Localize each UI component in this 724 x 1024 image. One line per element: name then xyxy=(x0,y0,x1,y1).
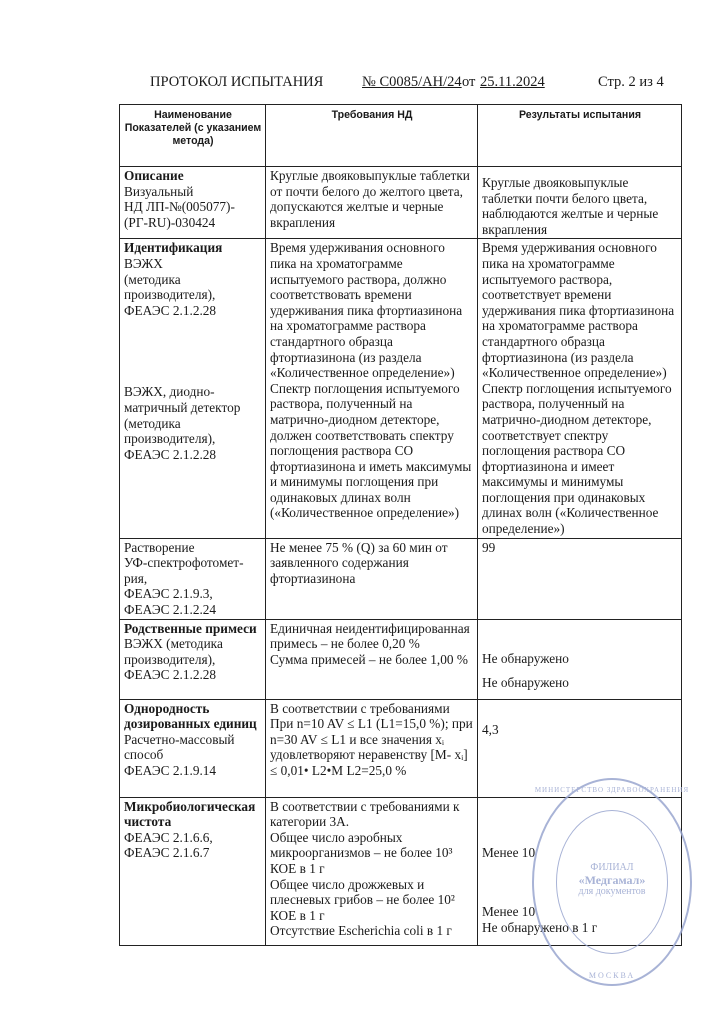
requirement-cell xyxy=(266,239,478,538)
requirement-text: Круглые двояковыпуклые таблетки от почти белого до желтого цвета, допускаются желтые и черные вкрапления xyxy=(270,168,470,230)
indicator-cell xyxy=(120,619,266,699)
indicator-cell xyxy=(120,699,266,797)
result-text-3: Не обнаружено в 1 г xyxy=(482,919,598,935)
stamp-city: МОСКВА xyxy=(588,971,636,980)
indicator-cell xyxy=(120,797,266,945)
header-requirements: Требования НД xyxy=(266,105,478,167)
indicator-name: Микробиологическая чистота xyxy=(124,798,256,830)
indicator-method: Визуальный НД ЛП-№(005077)- (РГ-RU)-030424 xyxy=(124,183,235,230)
date-prefix: от xyxy=(462,74,476,90)
result-cell xyxy=(478,619,682,699)
table-header-row xyxy=(120,105,682,167)
table-row-identification xyxy=(120,239,682,538)
requirement-text: В соответствии с требованиями к категории 3А. xyxy=(270,798,460,830)
indicator-name: Растворение xyxy=(124,539,195,555)
requirement-text-2: Общее число аэробных микроорганизмов – не более 10³ КОЕ в 1 г xyxy=(270,829,453,876)
result-text-2: Не обнаружено xyxy=(482,675,569,691)
table-row-dissolution xyxy=(120,538,682,619)
protocol-title: ПРОТОКОЛ ИСПЫТАНИЯ xyxy=(150,74,324,90)
indicator-cell xyxy=(120,239,266,538)
result-text: Не обнаружено xyxy=(482,650,569,666)
header-indicator: Наименование Показателей (с указанием метода) xyxy=(120,105,266,167)
table-row-uniformity xyxy=(120,699,682,797)
stamp-org: ФИЛИАЛ xyxy=(590,862,634,873)
indicator-method-2: ВЭЖХ, диодно- матричный детектор (методика производителя), ФЕАЭС 2.1.2.28 xyxy=(124,384,241,462)
result-text-2: Менее 10 xyxy=(482,904,536,920)
indicator-method: ВЭЖХ (методика производителя), ФЕАЭС 2.1.2.28 xyxy=(124,255,217,318)
document-header xyxy=(0,74,724,98)
requirement-cell xyxy=(266,699,478,797)
requirement-cell xyxy=(266,538,478,619)
results-table xyxy=(119,104,682,946)
indicator-method: УФ-спектрофотомет- рия, ФЕАЭС 2.1.9.3, ФЕАЭС 2.1.2.24 xyxy=(124,555,244,618)
stamp-sub: для документов xyxy=(578,886,646,897)
table-row-microbiology xyxy=(120,797,682,945)
requirement-text: В соответствии с требованиями При n=10 AV ≤ L1 (L1=15,0 %); при n=30 AV ≤ L1 и все значения xᵢ удовлетворяют неравенству [M- xᵢ] ≤ 0,01• L2•M L2=25,0 % xyxy=(270,700,473,778)
result-text: Менее 10 xyxy=(482,844,536,860)
result-text: Время удерживания основного пика на хроматограмме испытуемого раствора, соответствует времени удерживания пика фтортиазинона на хроматограмме раствора стандартного образца фтортиазинона (из раздела «Количественное определение») xyxy=(482,240,675,381)
stamp-rim-text: МИНИСТЕРСТВО ЗДРАВООХРАНЕНИЯ xyxy=(534,786,690,794)
protocol-number: № С0085/АН/24 xyxy=(362,74,462,90)
table-row-description xyxy=(120,167,682,239)
result-text-2: Спектр поглощения испытуемого раствора, полученный на матрично-диодном детекторе, соответствует спектру поглощения раствора СО фтортиазинона и имеет максимумы и минимумы поглощения при одинаковых длинах волн («Количественное определение») xyxy=(482,380,672,537)
page-number: Стр. 2 из 4 xyxy=(598,74,664,90)
indicator-method: ВЭЖХ (методика производителя), ФЕАЭС 2.1.2.28 xyxy=(124,636,223,683)
requirement-text-4: Отсутствие Escherichia coli в 1 г xyxy=(270,923,452,939)
requirement-cell xyxy=(266,167,478,239)
stamp-name: «Медгамал» xyxy=(578,873,646,887)
result-cell xyxy=(478,699,682,797)
header-results: Результаты испытания xyxy=(478,105,682,167)
result-text: 99 xyxy=(482,539,496,555)
result-text: Круглые двояковыпуклые таблетки почти белого цвета, наблюдаются желтые и черные вкрапления xyxy=(482,175,659,237)
requirement-text: Не менее 75 % (Q) за 60 мин от заявленного содержания фтортиазинона xyxy=(270,539,448,586)
indicator-cell xyxy=(120,538,266,619)
requirement-text-3: Общее число дрожжевых и плесневых грибов – не более 10² КОЕ в 1 г xyxy=(270,876,455,923)
indicator-name: Однородность дозированных единиц xyxy=(124,700,257,732)
indicator-method: Расчетно-массовый способ ФЕАЭС 2.1.9.14 xyxy=(124,731,235,778)
requirement-text-2: Сумма примесей – не более 1,00 % xyxy=(270,651,468,667)
result-text: 4,3 xyxy=(482,721,499,737)
indicator-method: ФЕАЭС 2.1.6.6, ФЕАЭС 2.1.6.7 xyxy=(124,829,213,861)
requirement-text: Единичная неидентифицированная примесь – не более 0,20 % xyxy=(270,620,470,652)
indicator-name: Идентификация xyxy=(124,240,223,256)
indicator-cell xyxy=(120,167,266,239)
result-cell xyxy=(478,239,682,538)
table-row-impurities xyxy=(120,619,682,699)
requirement-cell xyxy=(266,619,478,699)
indicator-name: Родственные примеси xyxy=(124,620,257,636)
result-cell xyxy=(478,538,682,619)
result-cell xyxy=(478,797,682,945)
protocol-date: 25.11.2024 xyxy=(480,74,545,90)
requirement-text-2: Спектр поглощения испытуемого раствора, полученный на матрично-диодном детекторе, должен соответствовать спектру поглощения раствора СО фтортиазинона и иметь максимумы и минимумы поглощения при одинаковых длинах волн («Количественное определение») xyxy=(270,380,472,521)
indicator-name: Описание xyxy=(124,168,184,183)
requirement-text: Время удерживания основного пика на хроматограмме испытуемого раствора, должно соответствовать времени удерживания пика фтортиазинона на хроматограмме раствора стандартного образца фтортиазинона (из раздела «Количественное определение») xyxy=(270,240,463,381)
requirement-cell xyxy=(266,797,478,945)
result-cell xyxy=(478,167,682,239)
